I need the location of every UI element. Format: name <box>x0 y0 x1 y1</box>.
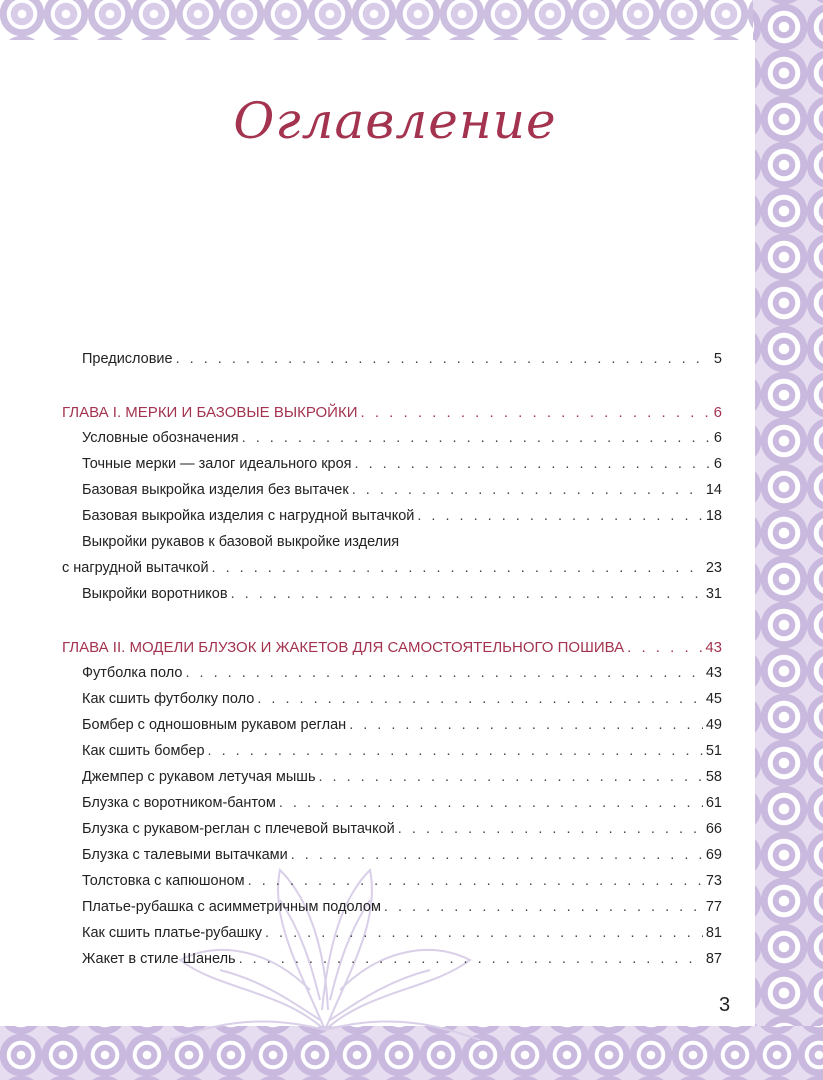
toc-entry-title: Бомбер с одношовным рукавом реглан <box>82 717 347 733</box>
toc-entry-page: 31 <box>705 586 722 602</box>
toc-entry[interactable] <box>62 456 722 482</box>
page-number: 3 <box>719 994 731 1016</box>
toc-entry-title: ГЛАВА II. МОДЕЛИ БЛУЗОК И ЖАКЕТОВ ДЛЯ САМОСТОЯТЕЛЬНОГО ПОШИВА <box>62 639 625 656</box>
toc-entry[interactable] <box>62 925 722 951</box>
toc-entry-page: 6 <box>713 430 722 446</box>
toc-entry-page: 73 <box>705 873 722 889</box>
toc-entry-page: 5 <box>713 351 722 367</box>
toc-entry-title: Выкройки рукавов к базовой выкройке изделия <box>82 534 400 550</box>
toc-entry[interactable] <box>62 899 722 925</box>
toc-entry-title: Толстовка с капюшоном <box>82 873 245 889</box>
toc-entry-title: Футболка поло <box>82 665 183 681</box>
toc-entry-title: Как сшить футболку поло <box>82 691 255 707</box>
dot-leader <box>291 847 703 863</box>
toc-entry[interactable] <box>62 508 722 534</box>
toc-entry[interactable] <box>62 430 722 456</box>
toc-entry-title: Точные мерки — залог идеального кроя <box>82 456 352 472</box>
toc-entry-title: Предисловие <box>82 351 173 367</box>
toc-entry-page: 58 <box>705 769 722 785</box>
toc-entry-title: Блузка с талевыми вытачками <box>82 847 288 863</box>
toc-entry[interactable] <box>62 482 722 508</box>
dot-leader <box>398 821 703 837</box>
toc-entry[interactable] <box>62 951 722 977</box>
toc-entry-page: 66 <box>705 821 722 837</box>
toc-entry-title: Базовая выкройка изделия без вытачек <box>82 482 349 498</box>
toc-entry[interactable] <box>62 586 722 612</box>
toc-entry-page: 6 <box>713 456 722 472</box>
dot-leader <box>279 795 703 811</box>
toc-entry-page: 77 <box>705 899 722 915</box>
toc-entry-page: 43 <box>705 665 722 681</box>
dot-leader <box>349 717 703 733</box>
toc-entry-title: Блузка с рукавом-реглан с плечевой вытачкой <box>82 821 395 837</box>
toc-entry-page: 45 <box>705 691 722 707</box>
dot-leader <box>384 899 703 915</box>
toc-entry-page: 18 <box>705 508 722 524</box>
toc-entry-page: 14 <box>705 482 722 498</box>
dot-leader <box>355 456 711 472</box>
toc-entry-title: Жакет в стиле Шанель <box>82 951 236 967</box>
toc-entry-page: 51 <box>705 743 722 759</box>
toc-entry[interactable] <box>62 691 722 717</box>
toc-entry[interactable] <box>62 769 722 795</box>
toc-entry[interactable] <box>62 847 722 873</box>
dot-leader <box>319 769 703 785</box>
toc-entry-title: Выкройки воротников <box>82 586 228 602</box>
toc-entry[interactable] <box>62 665 722 691</box>
toc-entry-page: 81 <box>705 925 722 941</box>
toc-entry-title: Как сшить бомбер <box>82 743 205 759</box>
toc-entry[interactable] <box>62 534 722 560</box>
toc-entry-page: 6 <box>713 404 722 421</box>
toc-entry-title: Блузка с воротником-бантом <box>82 795 276 811</box>
toc-entry-title: Платье-рубашка с асимметричным подолом <box>82 899 381 915</box>
page-title: Оглавление <box>233 92 557 150</box>
dot-leader <box>257 691 703 707</box>
dot-leader <box>231 586 703 602</box>
toc-entry[interactable] <box>62 743 722 769</box>
toc-entry-title: Условные обозначения <box>82 430 239 446</box>
lace-border-right <box>753 0 823 1080</box>
dot-leader <box>265 925 703 941</box>
dot-leader <box>208 743 703 759</box>
toc-chapter[interactable] <box>62 404 722 430</box>
toc-chapter[interactable] <box>62 639 722 665</box>
dot-leader <box>239 951 703 967</box>
toc-entry[interactable] <box>62 795 722 821</box>
toc-entry-page: 23 <box>705 560 722 576</box>
toc-entry-title: Как сшить платье-рубашку <box>82 925 262 941</box>
dot-leader <box>417 508 702 524</box>
toc-entry[interactable] <box>62 560 722 586</box>
toc-entry-page: 61 <box>705 795 722 811</box>
toc-entry[interactable] <box>62 821 722 847</box>
toc-entry-title: Базовая выкройка изделия с нагрудной вытачкой <box>82 508 415 524</box>
dot-leader <box>627 639 702 656</box>
dot-leader <box>212 560 703 576</box>
dot-leader <box>352 482 703 498</box>
dot-leader <box>360 404 710 421</box>
toc-entry-page: 69 <box>705 847 722 863</box>
dot-leader <box>185 665 702 681</box>
dot-leader <box>242 430 711 446</box>
toc-entry[interactable] <box>62 873 722 899</box>
toc-entry[interactable] <box>62 717 722 743</box>
toc-entry-page: 43 <box>705 639 722 656</box>
dot-leader <box>248 873 703 889</box>
toc-entry-title: Джемпер с рукавом летучая мышь <box>82 769 316 785</box>
toc-entry-title: ГЛАВА I. МЕРКИ И БАЗОВЫЕ ВЫКРОЙКИ <box>62 404 358 421</box>
toc-entry-page: 49 <box>705 717 722 733</box>
dot-leader <box>176 351 711 367</box>
toc-entry[interactable] <box>62 351 722 377</box>
toc-entry-page: 87 <box>705 951 722 967</box>
table-of-contents <box>62 351 722 977</box>
toc-entry-title: с нагрудной вытачкой <box>62 560 209 576</box>
